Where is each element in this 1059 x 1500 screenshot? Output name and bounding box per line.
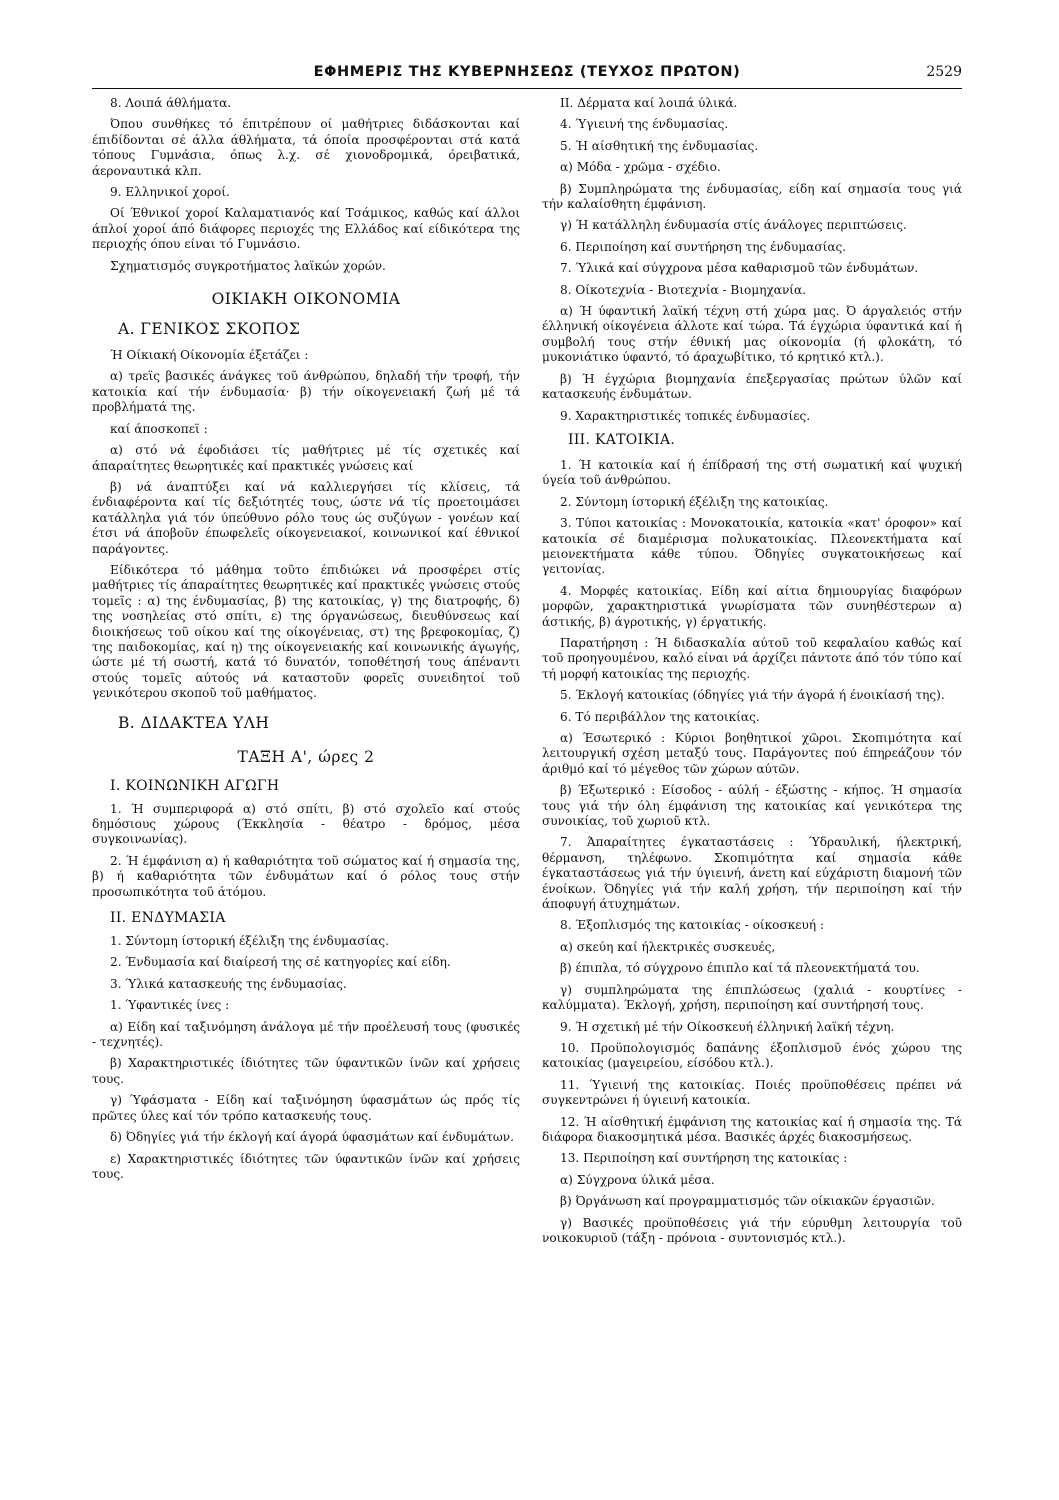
list-item: 10. Προϋπολογισμός δαπάνης έξοπλισμοῦ ένός χώρου της κατοικίας (μαγειρείου, είσόδου κτλ.). (542, 1040, 962, 1071)
list-item: ΙΙ. Δέρματα καί λοιπά ύλικά. (560, 96, 738, 110)
list-item: 1. Ή κατοικία καί ή έπίδρασή της στή σωματική καί ψυχική ύγεία τοῦ άνθρώπου. (542, 457, 962, 488)
class-heading: ΤΑΞΗ Α', ώρες 2 (237, 747, 375, 766)
list-item: 4. Μορφές κατοικίας. Είδη καί αίτια δημιουργίας διαφόρων μορφῶν, χαρακτηριστικά γνωρίσματα τῶν συνηθέστερων α) άστικής, β) άγροτικής, γ) έργατικής. (542, 583, 962, 629)
list-item: β) έπιπλα, τό σύγχρονο έπιπλο καί τά πλεονεκτήματά του. (560, 961, 920, 976)
list-item: 12. Ή αίσθητική έμφάνιση της κατοικίας καί ή σημασία της. Τά διάφορα διακοσμητικά μέσα. Βασικές άρχές διακοσμήσεως. (542, 1114, 962, 1144)
list-item: α) Μόδα - χρῶμα - σχέδιο. (560, 160, 721, 175)
list-item: α) σκεύη καί ήλεκτρικές συσκευές, (560, 939, 776, 954)
list-item: β) Συμπληρώματα της ένδυμασίας, είδη καί σημασία τους γιά τήν καλαίσθητη έμφάνιση. (542, 181, 962, 212)
paragraph: Σχηματισμός συγκροτήματος λαϊκών χορών. (110, 258, 386, 273)
page-header (92, 58, 962, 89)
paragraph: Οί Έθνικοί χοροί Καλαματιανός καί Τσάμικος, καθώς καί άλλοι άπλοί χοροί άπό διάφορες περιοχές της Ελλάδος καί είδικότερα της περιοχής όπου είναι τό Γυμνάσιο. (92, 206, 520, 252)
list-item: β) Όργάνωση καί προγραμματισμός τῶν οίκιακῶν έργασιῶν. (560, 1194, 935, 1209)
list-item: α) Έσωτερικό : Κύριοι βοηθητικοί χῶροι. Σκοπιμότητα καί λειτουργική σχέση μεταξύ τους. Παράγοντες πού έπηρεάζουν τόν άριθμό καί τό μέγεθος τῶν χώρων αύτῶν. (542, 731, 962, 776)
list-item: 5. Ή αίσθητική της ένδυμασίας. (560, 138, 759, 153)
list-item: 1. Ύφαντικές ίνες : (110, 998, 230, 1013)
list-item: 6. Περιποίηση καί συντήρηση της ένδυμασίας. (560, 239, 847, 254)
list-item: γ) Βασικές προϋποθέσεις γιά τήν εύρυθμη λειτουργία τοῦ νοικοκυριοῦ (τάξη - πρόνοια - συντονισμός κτλ.). (542, 1215, 962, 1245)
list-item: 3. Ύλικά κατασκευής της ένδυμασίας. (110, 976, 347, 991)
list-item: γ) Ή κατάλληλη ένδυμασία στίς άνάλογες περιπτώσεις. (560, 218, 907, 233)
list-item: 9. Ελληνικοί χοροί. (110, 185, 230, 200)
paragraph: Ή Οίκιακή Οίκονομία έξετάζει : (110, 348, 309, 363)
list-item: α) Ή ύφαντική λαϊκή τέχνη στή χώρα μας. Ό άργαλειός στήν έλληνική οίκογένεια άλλοτε καί τώρα. Τά έγχώρια ύφαντικά καί ή συμβολή τους στήν έθνική μας οίκονομία (ή φλοκάτη, τό μυκονιάτικο ύφαντό, τό άραχωβίτικο, τό κρητικό κτλ.). (542, 304, 962, 365)
list-item: α) Είδη καί ταξινόμηση άνάλογα μέ τήν προέλευσή τους (φυσικές - τεχνητές). (92, 1019, 520, 1050)
list-item: 3. Τύποι κατοικίας : Μονοκατοικία, κατοικία «κατ' όροφον» καί κατοικία σέ διαμέρισμα πολυκατοικίας. Πλεονεκτήματα καί μειονεκτήματα κάθε τύπου. Όδηγίες συγκατοικήσεως καί γειτονίας. (542, 516, 962, 577)
list-item: 6. Τό περιβάλλον της κατοικίας. (560, 709, 760, 724)
list-item: 7. Ύλικά καί σύγχρονα μέσα καθαρισμοῦ τῶν ένδυμάτων. (560, 261, 919, 276)
list-item: 9. Ή σχετική μέ τήν Οίκοσκευή έλληνική λαϊκή τέχνη. (560, 1019, 895, 1034)
list-item: 4. Ύγιεινή της ένδυμασίας. (560, 117, 729, 132)
list-item: 1. Ή συμπεριφορά α) στό σπίτι, β) στό σχολεῖο καί στούς δημόσιους χώρους (Έκκλησία - θέατρο - δρόμος, μέσα συγκοινωνίας). (92, 801, 520, 847)
list-item: ε) Χαρακτηριστικές ίδιότητες τῶν ύφαντικῶν ίνῶν καί χρήσεις τους. (92, 1151, 520, 1181)
list-item: 5. Έκλογή κατοικίας (όδηγίες γιά τήν άγορά ή ένοικίασή της). (560, 688, 945, 703)
list-item: 8. Έξοπλισμός της κατοικίας - οίκοσκευή : (560, 918, 825, 933)
chapter-heading: ΙΙ. ΕΝΔΥΜΑΣΙΑ (110, 910, 226, 927)
subsection-heading: Β. ΔΙΔΑΚΤΕΑ ΥΛΗ (118, 713, 270, 732)
list-item: 8. Οίκοτεχνία - Βιοτεχνία - Βιομηχανία. (560, 282, 807, 297)
list-item: 13. Περιποίηση καί συντήρηση της κατοικίας : (560, 1151, 848, 1166)
page-number: 2529 (926, 64, 962, 80)
chapter-heading: ΙΙΙ. ΚΑΤΟΙΚΙΑ. (568, 431, 676, 448)
list-item: 8. Λοιπά άθλήματα. (110, 96, 232, 110)
list-item: 11. Ύγιεινή της κατοικίας. Ποιές προϋποθέσεις πρέπει νά συγκεντρώνει ή ύγιεινή κατοικία. (542, 1077, 962, 1108)
paragraph: Είδικότερα τό μάθημα τοῦτο έπιδιώκει νά προσφέρει στίς μαθήτριες τίς άπαραίτητες θεωρητικές καί πρακτικές γνώσεις στούς τομεῖς : α) της ένδυμασίας, β) της κατοικίας, γ) της διατροφής, δ) της νοσηλείας στό σπίτι, ε) της όργανώσεως, διευθύνσεως καί διοικήσεως τοῦ οίκου καί της οίκογένειας, στ) της βρεφοκομίας, ζ) της παιδοκομίας, καί η) της οίκογενειακής καί κοινωνικής άγωγής, ώστε μέ τή σωστή, κατά τό δυνατόν, τοποθέτησή τους άπέναντι στούς τομεῖς αύτούς νά καταστοῦν φορεῖς συνειδητοί τοῦ γενικότερου σκοποῦ τοῦ μαθήματος. (92, 562, 520, 701)
chapter-heading: Ι. ΚΟΙΝΩΝΙΚΗ ΑΓΩΓΗ (110, 777, 280, 794)
paragraph: α) στό νά έφοδιάσει τίς μαθήτριες μέ τίς σχετικές καί άπαραίτητες θεωρητικές καί πρακτικές γνώσεις καί (92, 443, 520, 473)
gazette-title: ΕΦΗΜΕΡΙΣ ΤΗΣ ΚΥΒΕΡΝΗΣΕΩΣ (ΤΕΥΧΟΣ ΠΡΩΤΟΝ) (313, 64, 741, 80)
list-item: 1. Σύντομη ίστορική έξέλιξη της ένδυμασίας. (110, 934, 389, 949)
section-heading: ΟΙΚΙΑΚΗ ΟΙΚΟΝΟΜΙΑ (211, 290, 401, 309)
list-item: γ) Ύφάσματα - Είδη καί ταξινόμηση ύφασμάτων ώς πρός τίς πρῶτες ύλες καί τόν τρόπο κατασκευής τους. (92, 1093, 520, 1123)
list-item: β) Χαρακτηριστικές ίδιότητες τῶν ύφαντικῶν ίνῶν καί χρήσεις τους. (92, 1056, 520, 1086)
list-item: 9. Χαρακτηριστικές τοπικές ένδυμασίες. (560, 408, 811, 423)
list-item: β) Έξωτερικό : Είσοδος - αύλή - έξώστης - κήπος. Ή σημασία τους γιά τήν όλη έμφάνιση της κατοικίας καί γενικότερα της συνοικίας, τοῦ χωριοῦ κτλ. (542, 783, 962, 829)
note-paragraph: Παρατήρηση : Ή διδασκαλία αύτοῦ τοῦ κεφαλαίου καθώς καί τοῦ προηγουμένου, καλό είναι νά άρχίζει πάντοτε άπό τόν τύπο καί τή μορφή κατοικίας της περιοχής. (542, 635, 962, 681)
paragraph: α) τρεϊς βασικές άνάγκες τοῦ άνθρώπου, δηλαδή τήν τροφή, τήν κατοικία καί τήν ένδυμασία· β) τήν οίκογενειακή ζωή μέ τά προβλήματά της. (92, 369, 520, 415)
list-item: 2. Ένδυμασία καί διαίρεσή της σέ κατηγορίες καί είδη. (110, 955, 451, 970)
paragraph: β) νά άναπτύξει καί νά καλλιεργήσει τίς κλίσεις, τά ένδιαφέροντα καί τίς δεξιότητές τους, ώστε νά τίς προετοιμάσει κατάλληλα γιά τόν ύπεύθυνο ρόλο τους ώς συζύγων - γονέων καί έτσι νά άποβοῦν έπωφελεῖς οίκογενειακοί, κοινωνικοί καί έθνικοί παράγοντες. (92, 479, 520, 556)
list-item: 7. Άπαραίτητες έγκαταστάσεις : Ύδραυλική, ήλεκτρική, θέρμανση, τηλέφωνο. Σκοπιμότητα καί σημασία κάθε έγκαταστάσεως γιά τήν ύγιεινή, άνετη καί εύχάριστη διαμονή τῶν ένοίκων. Όδηγίες γιά τήν καλή χρήση, τήν περιποίηση καί τήν άποφυγή άτυχημάτων. (542, 835, 962, 912)
list-item: 2. Σύντομη ίστορική έξέλιξη της κατοικίας. (560, 494, 829, 509)
paragraph: Όπου συνθήκες τό έπιτρέπουν οί μαθήτριες διδάσκονται καί έπιδίδονται σέ άλλα άθλήματα, τά όποία προσφέρονται στά κατά τόπους Γυμνάσια, όπως λ.χ. σέ χιονοδρομικά, όρειβατικά, άεροναυτικά κλπ. (92, 117, 520, 178)
list-item: α) Σύγχρονα ύλικά μέσα. (560, 1172, 715, 1187)
right-column (542, 96, 962, 1252)
subsection-heading: Α. ΓΕΝΙΚΟΣ ΣΚΟΠΟΣ (118, 320, 301, 339)
list-item: β) Ή έγχώρια βιομηχανία έπεξεργασίας πρώτων ύλῶν καί κατασκευής ένδυμάτων. (542, 371, 962, 402)
list-item: 2. Ή έμφάνιση α) ή καθαριότητα τοῦ σώματος καί ή σημασία της, β) ή καθαριότητα τῶν ένδυμάτων καί ό ρόλος τους στήν προσωπικότητα τοῦ άτόμου. (92, 853, 520, 899)
paragraph: καί άποσκοπεϊ : (110, 421, 208, 436)
list-item: γ) συμπληρώματα της έπιπλώσεως (χαλιά - κουρτίνες - καλύμματα). Έκλογή, χρήση, περιποίηση καί συντήρησή τους. (542, 982, 962, 1013)
list-item: δ) Όδηγίες γιά τήν έκλογή καί άγορά ύφασμάτων καί ένδυμάτων. (110, 1130, 514, 1145)
left-column (92, 96, 520, 1188)
